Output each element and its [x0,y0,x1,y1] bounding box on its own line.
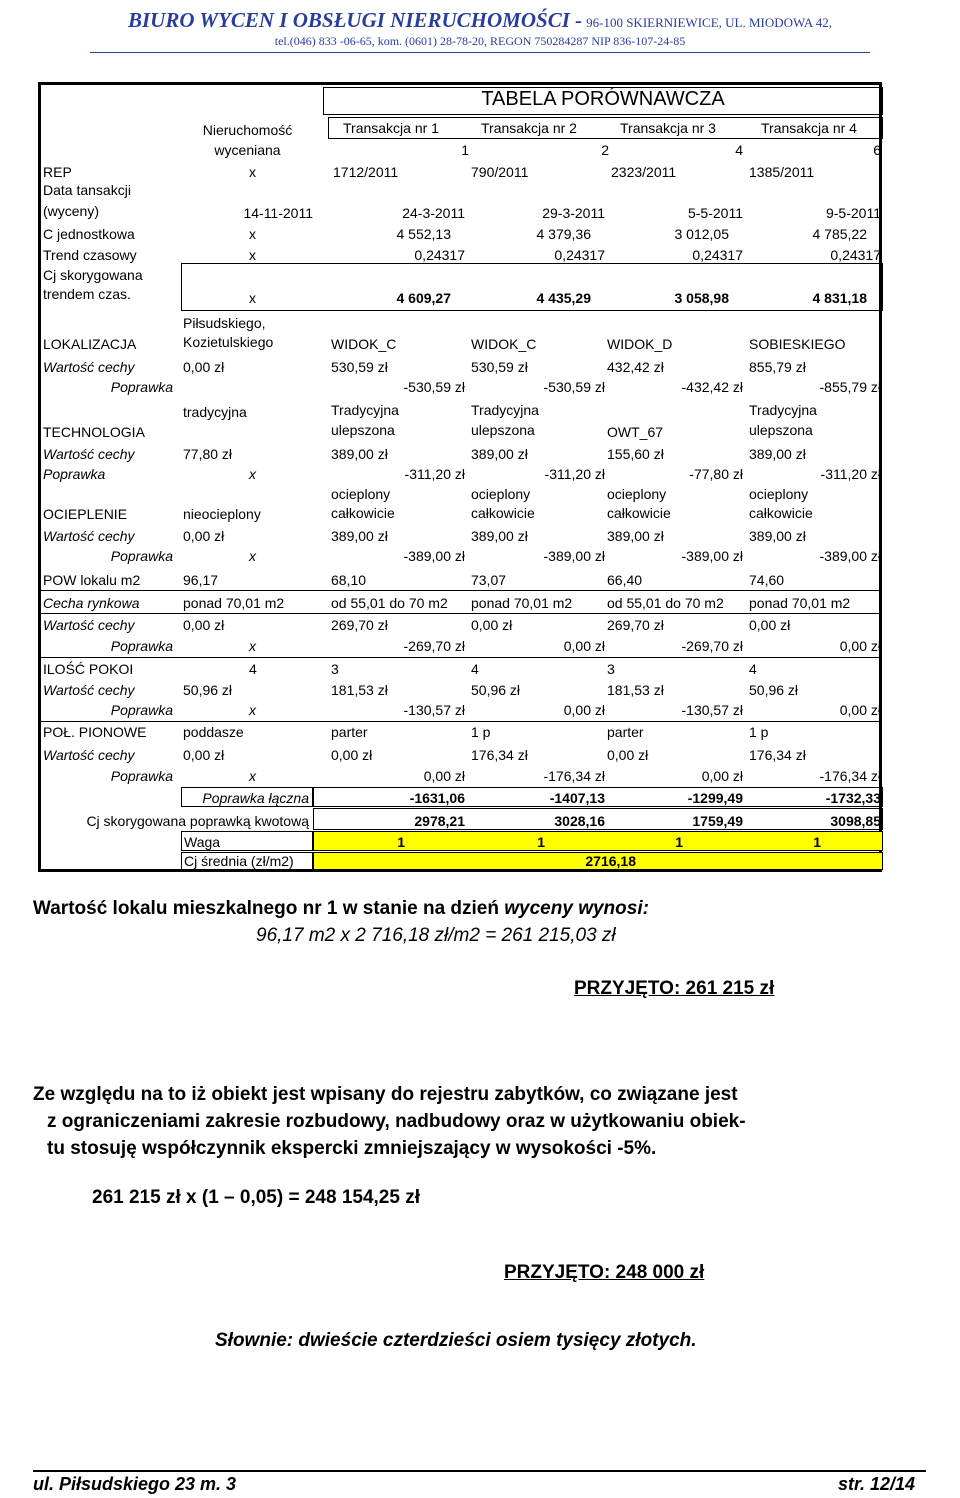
cell: -176,34 zł [543,768,605,784]
row-label-correction: Poprawka [110,638,173,654]
reduction-calculation: 261 215 zł x (1 – 0,05) = 248 154,25 zł [92,1187,420,1208]
cell: 389,00 zł [471,528,528,544]
paragraph-line-3: tu stosuję współczynnik ekspercki zmniejszający w wysokości -5%. [47,1138,657,1159]
cell: 1 [397,834,405,850]
transaction-1-header: Transakcja nr 1 [343,120,439,136]
cell: -1631,06 [409,790,465,806]
cell: 530,59 zł [471,359,528,375]
cell: x [249,702,256,718]
cell: -389,00 zł [543,548,605,564]
row-label-date: Data tansakcji [43,182,131,198]
transaction-4-header: Transakcja nr 4 [761,120,857,136]
cell: 1 [675,834,683,850]
cell: -311,20 zł [404,466,465,482]
cell: 0,00 zł [183,359,225,375]
cell: 530,59 zł [331,359,388,375]
cell: całkowicie [749,505,813,521]
cell: od 55,01 do 70 m2 [331,595,448,611]
cell: 29-3-2011 [542,205,605,221]
row-label-market-feature: Cecha rynkowa [43,595,140,611]
row-label-correction: Poprawka [110,768,173,784]
comparison-table [38,82,882,872]
row-label-location: LOKALIZACJA [43,336,137,352]
cell: 389,00 zł [331,446,388,462]
cell: 0,00 zł [701,768,743,784]
cell: 389,00 zł [331,528,388,544]
row-divider [41,613,879,614]
cell: 0,24317 [414,247,465,263]
cell: od 55,01 do 70 m2 [607,595,724,611]
cell: 0,00 zł [607,747,649,763]
cell: x [249,247,256,263]
cell: 0,00 zł [563,702,605,718]
row-label-correction: Poprawka [110,379,173,395]
cell: 3 012,05 [674,226,729,242]
letterhead-rule [90,52,870,53]
cell: WIDOK_C [331,336,397,352]
company-contact: tel.(046) 833 -06-65, kom. (0601) 28-78-20, REGON 750284287 NIP 836-107-24-85 [274,34,686,48]
row-label-rooms: ILOŚĆ POKOI [43,661,134,677]
row-label-adjusted: Cj skorygowana [43,267,143,283]
cell: 3 [331,661,339,677]
cell: 3 [607,661,615,677]
cell: 14-11-2011 [243,205,313,221]
cell: -77,80 zł [689,466,743,482]
cell: 4 609,27 [396,290,451,306]
cell: ulepszona [749,422,813,438]
cell: 73,07 [471,572,507,588]
valuation-calculation: 96,17 m2 x 2 716,18 zł/m2 = 261 215,03 zł [256,925,616,946]
table-title: TABELA PORÓWNAWCZA [481,88,725,110]
cell: 0,00 zł [839,702,881,718]
cell: WIDOK_C [471,336,537,352]
cell: 50,96 zł [471,682,521,698]
mean-price-value: 2716,18 [585,853,636,869]
transaction-number: 2 [601,142,609,158]
cell: 74,60 [749,572,785,588]
cell: 1385/2011 [749,164,815,180]
row-label-value: Wartość cechy [43,446,135,462]
cell: Piłsudskiego, [183,315,266,331]
cell: -530,59 zł [403,379,465,395]
cell: -1299,49 [687,790,743,806]
cell: 4 [471,661,479,677]
row-label-value: Wartość cechy [43,617,135,633]
cell: 0,00 zł [471,617,513,633]
row-label-correction: Poprawka [43,466,106,482]
cell: -530,59 zł [543,379,605,395]
row-label-date-2: (wyceny) [43,203,100,219]
cell: 1 [537,834,545,850]
cell: ponad 70,01 m2 [183,595,285,611]
company-address: 96-100 SKIERNIEWICE, UL. MIODOWA 42, [586,15,833,30]
cell: -389,00 zł [681,548,743,564]
cell: 1 p [471,724,491,740]
cell: 176,34 zł [749,747,806,763]
cell: 3028,16 [554,813,605,829]
paragraph-line-1: Ze względu na to iż obiekt jest wpisany do rejestru zabytków, co związane jest [33,1084,738,1105]
row-label-total-correction: Poprawka łączna [202,790,309,806]
cell: poddasze [183,724,244,740]
subject-label-2: wyceniana [214,142,281,158]
row-divider [41,657,879,658]
cell: -1407,13 [549,790,605,806]
accepted-value-2: PRZYJĘTO: 248 000 zł [504,1262,705,1283]
cell: x [249,638,256,654]
row-label-rep: REP [43,164,72,180]
cell: 9-5-2011 [825,205,881,221]
subject-label-1: Nieruchomość [202,122,293,138]
cell: 4 [249,661,257,677]
row-label-correction: Poprawka [110,702,173,718]
cell: 3 058,98 [674,290,729,306]
cell: 1759,49 [692,813,743,829]
cell: WIDOK_D [607,336,673,352]
cell: parter [607,724,644,740]
cell: SOBIESKIEGO [749,336,846,352]
cell: Tradycyjna [749,402,817,418]
cell: 155,60 zł [607,446,664,462]
cell: 4 552,13 [396,226,451,242]
cell: 269,70 zł [331,617,388,633]
cell: 0,24317 [692,247,743,263]
cell: -432,42 zł [681,379,743,395]
cell: x [249,164,256,180]
cell: 176,34 zł [471,747,528,763]
cell: -389,00 zł [819,548,881,564]
row-label-floor: POŁ. PIONOWE [43,724,147,740]
cell: 0,00 zł [749,617,791,633]
cell: 4 831,18 [812,290,867,306]
valuation-heading [33,898,649,920]
row-label-value: Wartość cechy [43,528,135,544]
row-label-area: POW lokalu m2 [43,572,141,588]
row-label-correction: Poprawka [110,548,173,564]
row-label-mean-price: Cj średnia (zł/m2) [184,853,294,869]
cell: 790/2011 [471,164,529,180]
page-number: str. 12/14 [838,1474,916,1494]
cell: 50,96 zł [183,682,233,698]
cell: ulepszona [471,422,535,438]
cell: 2323/2011 [611,164,677,180]
cell: 0,00 zł [331,747,373,763]
accepted-value-1: PRZYJĘTO: 261 215 zł [574,978,775,999]
cell: 0,00 zł [423,768,465,784]
cell: 389,00 zł [607,528,664,544]
cell: 181,53 zł [331,682,388,698]
cell: 0,00 zł [839,638,881,654]
footer-address: ul. Piłsudskiego 23 m. 3 [33,1474,237,1494]
cell: 0,00 zł [183,747,225,763]
cell: 1712/2011 [333,164,399,180]
cell: Kozietulskiego [183,334,274,350]
cell: 4 785,22 [812,226,867,242]
row-label-weight: Waga [184,834,221,850]
cell: 0,00 zł [183,617,225,633]
cell: -389,00 zł [403,548,465,564]
row-label-adjusted-quota: Cj skorygowana poprawką kwotową [86,813,309,829]
cell: -176,34 zł [819,768,881,784]
cell: -855,79 zł [819,379,881,395]
cell: 4 379,36 [536,226,591,242]
cell: 1 p [749,724,769,740]
cell: całkowicie [331,505,395,521]
transaction-number: 1 [461,142,469,158]
cell: 4 [749,661,757,677]
cell: ocieplony [471,486,531,502]
cell: 269,70 zł [607,617,664,633]
cell: 432,42 zł [607,359,664,375]
cell: -269,70 zł [403,638,465,654]
row-label-value: Wartość cechy [43,359,135,375]
cell: ocieplony [607,486,667,502]
cell: 0,00 zł [183,528,225,544]
cell: 855,79 zł [749,359,806,375]
transaction-2-header: Transakcja nr 2 [481,120,577,136]
transaction-number: 4 [735,142,743,158]
cell: -311,20 zł [544,466,605,482]
footer-rule [33,1470,926,1472]
cell: OWT_67 [607,424,664,440]
cell: ulepszona [331,422,395,438]
cell: 0,24317 [554,247,605,263]
valuation-heading-a: Wartość lokalu mieszkalnego nr 1 w stanie na dzień [33,898,505,919]
cell: x [249,290,256,306]
transaction-3-header: Transakcja nr 3 [620,120,716,136]
cell: 389,00 zł [749,446,806,462]
cell: -1732,33 [825,790,881,806]
cell: całkowicie [607,505,671,521]
cell: 1 [813,834,821,850]
cell: 66,40 [607,572,643,588]
cell: x [249,768,256,784]
cell: x [249,226,256,242]
cell: -311,20 zł [820,466,881,482]
transaction-number: 6 [873,142,881,158]
cell: 2978,21 [414,813,465,829]
valuation-heading-b: wyceny wynosi: [504,898,649,919]
cell: ponad 70,01 m2 [749,595,851,611]
cell: całkowicie [471,505,535,521]
cell: Tradycyjna [471,402,539,418]
cell: 68,10 [331,572,367,588]
letterhead-line1 [0,8,960,33]
cell: 0,24317 [830,247,881,263]
cell: 96,17 [183,572,219,588]
cell: 389,00 zł [471,446,528,462]
cell: ocieplony [749,486,809,502]
row-label-technology: TECHNOLOGIA [43,424,145,440]
cell: parter [331,724,368,740]
company-name: BIURO WYCEN I OBSŁUGI NIERUCHOMOŚCI - [127,8,583,32]
row-label-adjusted-2: trendem czas. [43,286,131,302]
cell: -130,57 zł [681,702,743,718]
row-label-insulation: OCIEPLENIE [43,506,128,522]
row-divider [41,590,879,591]
cell: 50,96 zł [749,682,799,698]
cell: 0,00 zł [563,638,605,654]
row-label-value: Wartość cechy [43,682,135,698]
cell: 389,00 zł [749,528,806,544]
cell: ponad 70,01 m2 [471,595,573,611]
row-label-trend: Trend czasowy [43,247,137,263]
cell: 4 435,29 [536,290,591,306]
cell: 5-5-2011 [687,205,743,221]
cell: 181,53 zł [607,682,664,698]
cell: x [249,548,256,564]
cell: x [249,466,256,482]
cell: tradycyjna [183,404,247,420]
cell: Tradycyjna [331,402,399,418]
cell: nieocieplony [183,506,261,522]
row-label-unit-price: C jednostkowa [43,226,135,242]
cell: -130,57 zł [403,702,465,718]
cell: ocieplony [331,486,391,502]
cell: -269,70 zł [681,638,743,654]
row-divider [41,721,879,722]
value-in-words: Słownie: dwieście czterdzieści osiem tysięcy złotych. [215,1330,697,1351]
cell: 24-3-2011 [402,205,465,221]
cell: 77,80 zł [183,446,233,462]
cell: 3098,85 [830,813,881,829]
row-label-value: Wartość cechy [43,747,135,763]
paragraph-line-2: z ograniczeniami zakresie rozbudowy, nadbudowy oraz w użytkowaniu obiek- [47,1111,746,1132]
